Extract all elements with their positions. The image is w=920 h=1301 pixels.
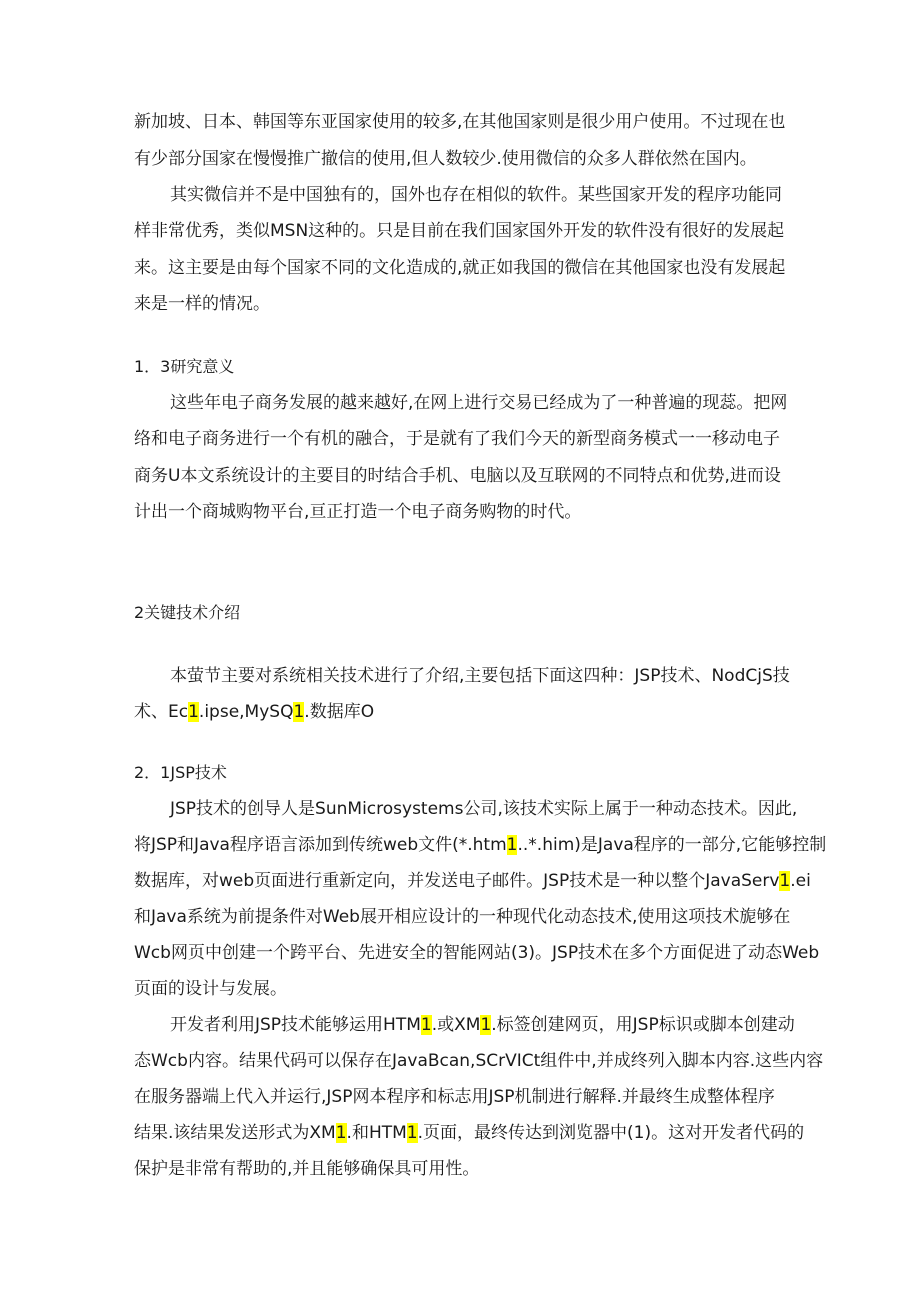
text-run: .或XM: [431, 1015, 481, 1035]
paragraph-2-line-1: 其实微信并不是中国独有的，国外也存在相似的软件。某些国家开发的程序功能同: [170, 185, 782, 205]
text-run: .标签创建网页，用JSP标识或脚本创建动: [491, 1015, 795, 1035]
paragraph-2-line-4: 来是一样的情况。: [134, 294, 270, 314]
paragraph-5-line-3: [134, 869, 811, 893]
text-run: .页面，最终传达到浏览器中(1)。这对开发者代码的: [417, 1123, 805, 1143]
text-run: .ipse,MySQ: [198, 702, 294, 722]
paragraph-5-line-4: 和Java系统为前提条件对Web展开相应设计的一种现代化动态技术,使用这项技术旎够在: [134, 907, 791, 927]
highlight-mark: 1: [506, 835, 518, 855]
text-run: ..*.him)是Java程序的一部分,它能够控制: [517, 835, 827, 855]
highlight-mark: 1: [293, 702, 305, 722]
paragraph-4-line-1: 本萤节主要对系统相关技术进行了介绍,主要包括下面这四种：JSP技术、NodCjS技: [170, 666, 790, 686]
highlight-mark: 1: [420, 1015, 432, 1035]
highlight-mark: 1: [188, 702, 199, 722]
paragraph-6-line-5: 保护是非常有帮助的,并且能够确保具可用性。: [134, 1159, 480, 1179]
text-run: 术、Ec: [134, 702, 189, 722]
paragraph-6-line-2: 态Wcb内容。结果代码可以保存在JavaBcan,SCrVICt组件中,并成终列入脚本内容.这些内容: [134, 1051, 824, 1071]
text-run: .数据库O: [304, 702, 375, 722]
paragraph-3-line-4: 计出一个商城购物平台,亘正打造一个电子商务购物的时代。: [134, 502, 582, 522]
section-heading-2: 2关键技术介绍: [134, 603, 241, 622]
paragraph-1-line-1: 新加坡、日本、韩国等东亚国家使用的较多,在其他国家则是很少用户使用。不过现在也: [134, 112, 786, 132]
text-run: .ei: [790, 871, 811, 891]
paragraph-2-line-3: 来。这主要是由每个国家不同的文化造成的,就正如我国的微信在其他国家也没有发展起: [134, 258, 786, 278]
paragraph-5-line-2: [134, 833, 826, 857]
paragraph-2-line-2: 样非常优秀，类似MSN这种的。只是目前在我们国家国外开发的软件没有很好的发展起: [134, 221, 785, 241]
highlight-mark: 1: [406, 1123, 418, 1143]
paragraph-4-line-2: [134, 700, 374, 724]
text-run: .和HTM: [346, 1123, 407, 1143]
paragraph-3-line-2: 络和电子商务进行一个有机的融合，于是就有了我们今天的新型商务模式一一移动电子: [134, 429, 780, 449]
section-heading-1-3: 1．3研究意义: [134, 357, 235, 376]
text-run: 开发者利用JSP技术能够运用HTM: [170, 1015, 421, 1035]
paragraph-3-line-1: 这些年电子商务发展的越来越好,在网上进行交易已经成为了一种普遍的现蕊。把网: [170, 393, 788, 413]
text-run: 将JSP和Java程序语言添加到传统web文件(*.htm: [134, 835, 507, 855]
paragraph-6-line-3: 在服务器端上代入并运行,JSP网本程序和标志用JSP机制进行解释.并最终生成整体程序: [134, 1087, 775, 1107]
paragraph-5-line-1: JSP技术的创导人是SunMicrosystems公司,该技术实际上属于一种动态技术。因此,: [170, 799, 798, 819]
section-heading-2-1: 2．1JSP技术: [134, 763, 227, 782]
text-run: 结果.该结果发送形式为XM: [134, 1123, 336, 1143]
paragraph-6-line-4: [134, 1121, 804, 1145]
paragraph-6-line-1: [170, 1013, 795, 1037]
highlight-mark: 1: [779, 871, 791, 891]
highlight-mark: 1: [480, 1015, 492, 1035]
paragraph-3-line-3: 商务U本文系统设计的主要目的时结合手机、电脑以及互联网的不同特点和优势,进而设: [134, 466, 781, 486]
paragraph-1-line-2: 有少部分国家在慢慢推广撤信的使用,但人数较少.使用微信的众多人群依然在国内。: [134, 149, 757, 169]
paragraph-5-line-6: 页面的设计与发展。: [134, 979, 287, 999]
paragraph-5-line-5: Wcb网页中创建一个跨平台、先进安全的智能网站(3)。JSP技术在多个方面促进了动态Web: [134, 943, 820, 963]
highlight-mark: 1: [335, 1123, 347, 1143]
text-run: 数据库，对web页面进行重新定向，并发送电子邮件。JSP技术是一种以整个JavaServ: [134, 871, 780, 891]
